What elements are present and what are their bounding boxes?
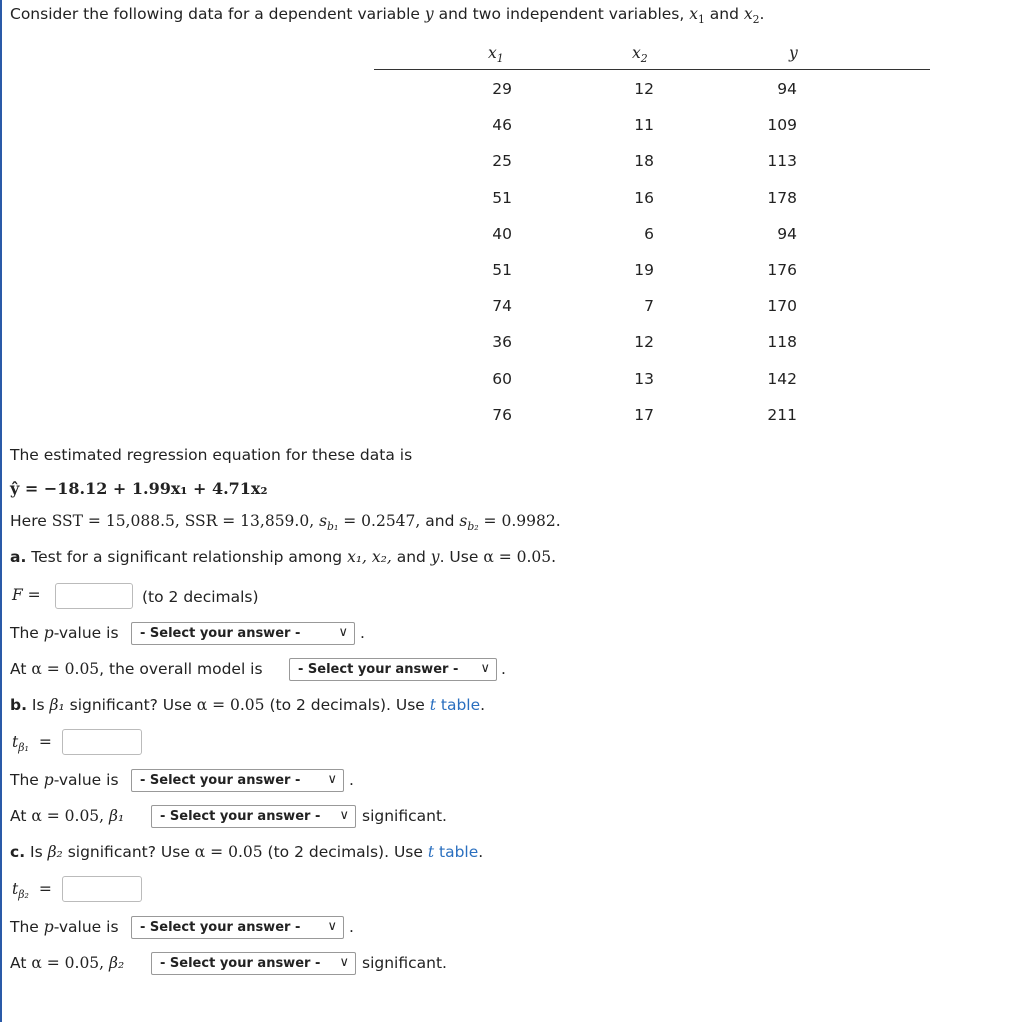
table-cell: 13 (634, 369, 654, 388)
table-cell: 19 (634, 261, 654, 279)
part-b-pvalue-select[interactable] (131, 769, 344, 792)
part-b-q: significant? Use (64, 696, 197, 714)
part-b-significance-select[interactable] (151, 805, 356, 828)
sb2-s: s (459, 512, 468, 530)
table-cell: 11 (634, 116, 654, 135)
f-hint: (to 2 decimals) (142, 588, 259, 606)
header-x1-sub: 1 (496, 52, 504, 66)
table-cell: 170 (767, 297, 797, 316)
table-cell: 176 (767, 261, 797, 279)
table-cell: 6 (644, 224, 654, 243)
part-a-pvalue-label (10, 624, 119, 642)
part-a-text: Test for a significant relationship among (26, 548, 348, 566)
part-b-question (10, 696, 485, 714)
t-table-link[interactable] (430, 696, 480, 714)
intro-x2-sub: 2 (752, 13, 760, 27)
at-pre: At (10, 954, 32, 972)
regression-stats (10, 512, 561, 533)
intro-and: and (704, 5, 744, 23)
header-y-var: y (789, 44, 798, 62)
intro-text (10, 5, 764, 26)
t-sub: β₁ (18, 741, 29, 755)
table-cell: 12 (634, 333, 654, 352)
at-beta: β₂ (109, 954, 125, 972)
table-cell: 12 (634, 80, 654, 98)
table-cell: 18 (634, 152, 654, 171)
intro-y: y (424, 5, 434, 23)
part-c-significance-select[interactable] (151, 952, 356, 975)
part-a-use: . Use (439, 548, 484, 566)
chevron-down-icon: ∨ (327, 772, 337, 787)
regression-equation: ŷ = −18.12 + 1.99x₁ + 4.71x₂ (10, 479, 268, 498)
pvalue-post: -value is (53, 771, 119, 789)
part-c-pvalue-select[interactable] (131, 916, 344, 939)
model-alpha: α = 0.05 (31, 660, 100, 678)
table-cell: 40 (492, 224, 512, 243)
period: . (501, 660, 506, 678)
t-table-link[interactable] (428, 843, 478, 861)
intro-mid: and two independent variables, (433, 5, 690, 23)
table-cell: 25 (492, 152, 512, 171)
sb1-s: s (319, 512, 328, 530)
select-placeholder: - Select your answer - (160, 956, 321, 971)
table-cell: 113 (767, 152, 797, 171)
intro-x1: x (689, 5, 698, 23)
period: . (480, 696, 486, 714)
header-x2-sub: 2 (640, 52, 648, 66)
table-cell: 76 (492, 405, 512, 424)
period: . (349, 918, 354, 936)
part-c-label: c. (10, 843, 26, 861)
table-cell: 74 (492, 297, 512, 316)
table-cell: 211 (767, 405, 797, 424)
part-b-label: b. (10, 696, 27, 714)
chevron-down-icon: ∨ (327, 919, 337, 934)
chevron-down-icon: ∨ (339, 955, 349, 970)
select-placeholder: - Select your answer - (140, 773, 301, 788)
part-c-text: Is (25, 843, 48, 861)
intro-x2: x (743, 5, 753, 23)
part-a-question (10, 548, 556, 566)
header-x1 (488, 44, 504, 65)
table-cell: 94 (777, 80, 797, 98)
pvalue-pre: The (10, 918, 44, 936)
sb1-sub: b₁ (327, 520, 339, 534)
period: . (349, 771, 354, 789)
t-link-table: table (434, 843, 479, 861)
part-b-decimals: (to 2 decimals). Use (264, 696, 430, 714)
here-label: Here (10, 512, 52, 530)
t-eq: = (38, 733, 52, 751)
part-c-at-label (10, 954, 124, 972)
table-cell: 46 (492, 116, 512, 135)
regression-intro: The estimated regression equation for these data is (10, 446, 413, 464)
t-label: t (12, 733, 19, 751)
chevron-down-icon: ∨ (339, 808, 349, 823)
significant-text: significant. (362, 954, 447, 972)
model-pre: At (10, 660, 32, 678)
part-a-y: y (430, 548, 440, 566)
at-beta: β₁ (109, 807, 125, 825)
pvalue-pre: The (10, 771, 44, 789)
part-a-and: and (391, 548, 431, 566)
table-cell: 36 (492, 333, 512, 352)
f-input[interactable] (55, 583, 133, 609)
part-a-label: a. (10, 548, 27, 566)
part-a-vars: x₁, x₂, (347, 548, 392, 566)
at-alpha: α = 0.05, (31, 954, 110, 972)
table-cell: 17 (634, 405, 654, 424)
at-pre: At (10, 807, 32, 825)
at-alpha: α = 0.05, (31, 807, 110, 825)
part-c-q: significant? Use (62, 843, 195, 861)
table-cell: 94 (777, 224, 797, 243)
t-beta1-label (12, 733, 52, 754)
table-cell: 51 (492, 188, 512, 207)
period: . (478, 843, 484, 861)
table-cell: 51 (492, 261, 512, 279)
header-y (789, 44, 798, 62)
pvalue-post: -value is (53, 624, 119, 642)
t-eq: = (38, 880, 52, 898)
table-cell: 142 (767, 369, 797, 388)
part-b-alpha: α = 0.05 (196, 696, 265, 714)
pvalue-p: p (43, 918, 54, 936)
header-x1-var: x (488, 44, 497, 62)
pvalue-p: p (43, 624, 54, 642)
sb-and: and (420, 512, 460, 530)
part-a-alpha: α = 0.05. (483, 548, 557, 566)
table-cell: 16 (634, 188, 654, 207)
t-sub: β₂ (18, 888, 29, 902)
sb2-sub: b₂ (467, 520, 479, 534)
table-cell: 29 (492, 80, 512, 98)
header-divider (374, 69, 930, 70)
f-label: F = (12, 586, 41, 604)
pvalue-p: p (43, 771, 54, 789)
part-a-model-label (10, 660, 263, 678)
t-beta2-label (12, 880, 52, 901)
part-c-alpha: α = 0.05 (194, 843, 263, 861)
header-x2 (632, 44, 648, 65)
part-c-decimals: (to 2 decimals). Use (262, 843, 428, 861)
part-b-at-label (10, 807, 124, 825)
t-beta1-input[interactable] (62, 729, 142, 755)
intro-pre: Consider the following data for a dependent variable (10, 5, 425, 23)
pvalue-pre: The (10, 624, 44, 642)
table-cell: 60 (492, 369, 512, 388)
period: . (360, 624, 365, 642)
model-post: , the overall model is (99, 660, 263, 678)
t-label: t (12, 880, 19, 898)
part-a-model-select[interactable] (289, 658, 497, 681)
sb2-value: = 0.9982. (478, 512, 561, 530)
table-cell: 109 (767, 116, 797, 135)
table-cell: 118 (767, 333, 797, 352)
select-placeholder: - Select your answer - (160, 809, 321, 824)
sb1-value: = 0.2547, (338, 512, 421, 530)
t-link-table: table (435, 696, 481, 714)
part-b-text: Is (26, 696, 50, 714)
part-a-pvalue-select[interactable] (131, 622, 355, 645)
select-placeholder: - Select your answer - (298, 662, 459, 677)
sst-ssr: SST = 15,088.5, SSR = 13,859.0, (51, 512, 320, 530)
intro-x1-sub: 1 (697, 13, 705, 27)
part-b-pvalue-label (10, 771, 119, 789)
header-x2-var: x (632, 44, 641, 62)
select-placeholder: - Select your answer - (140, 626, 301, 641)
chevron-down-icon: ∨ (480, 661, 490, 676)
t-beta2-input[interactable] (62, 876, 142, 902)
significant-text: significant. (362, 807, 447, 825)
table-cell: 7 (644, 297, 654, 316)
select-placeholder: - Select your answer - (140, 920, 301, 935)
t-link-t: t (429, 696, 436, 714)
part-c-question (10, 843, 483, 861)
t-link-t: t (427, 843, 435, 861)
pvalue-post: -value is (53, 918, 119, 936)
intro-end: . (759, 5, 765, 23)
part-c-beta: β₂ (47, 843, 63, 861)
chevron-down-icon: ∨ (338, 625, 348, 640)
part-b-beta: β₁ (49, 696, 65, 714)
table-cell: 178 (767, 188, 797, 207)
part-c-pvalue-label (10, 918, 119, 936)
